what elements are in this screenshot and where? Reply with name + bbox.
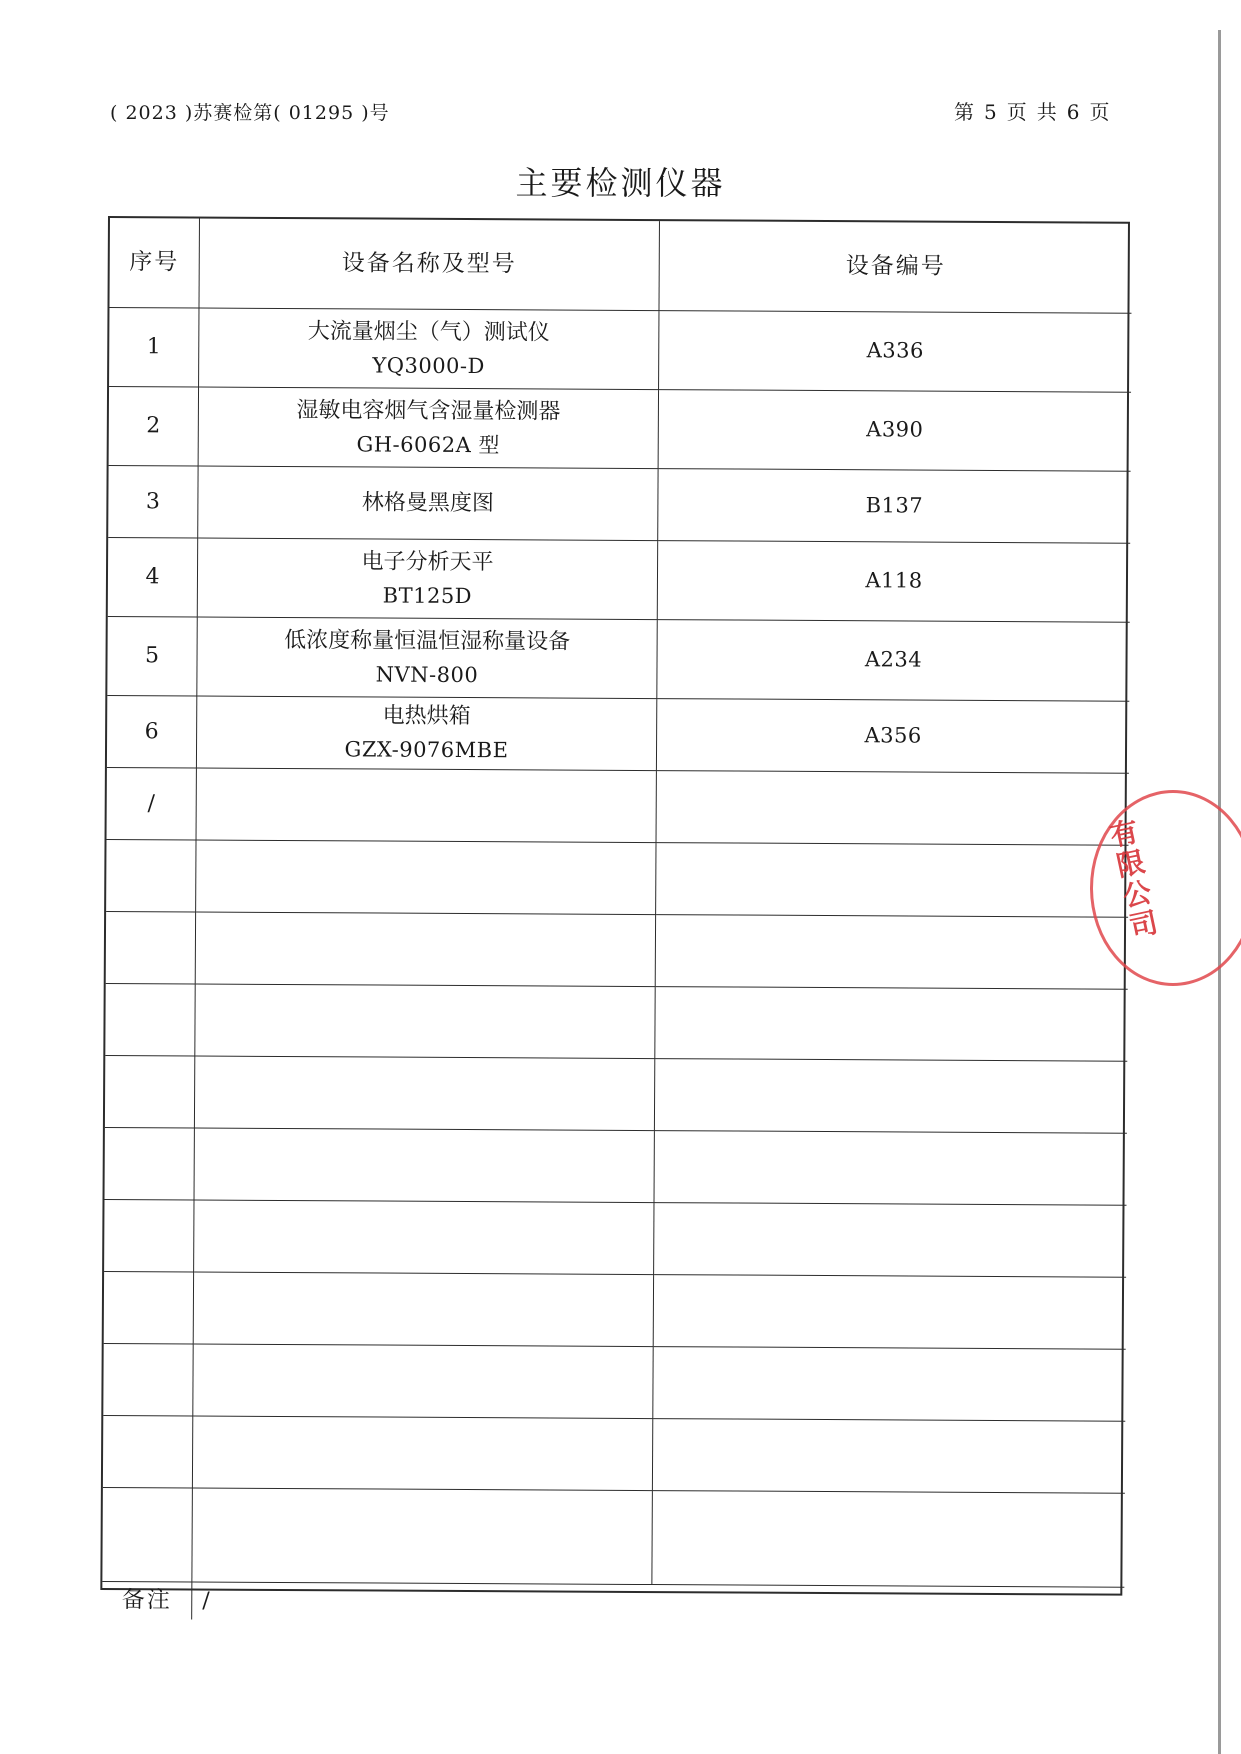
header-name: 设备名称及型号: [199, 219, 659, 312]
empty-cell: [194, 1272, 654, 1347]
empty-cell: [192, 1488, 653, 1585]
empty-cell: [194, 1200, 654, 1275]
empty-cell: [104, 1272, 194, 1345]
empty-cell: [653, 1419, 1125, 1494]
row-5-name: 低浓度称量恒温恒湿称量设备: [284, 627, 571, 655]
row-1-no: 1: [109, 308, 199, 388]
row-1-equipment: [199, 309, 659, 391]
note-label: 备注: [102, 1582, 192, 1619]
row-5-no: 5: [107, 617, 197, 697]
row-3-no: 3: [108, 466, 198, 539]
header-code: 设备编号: [659, 221, 1131, 314]
row-6-equipment: [197, 697, 657, 772]
row-4-code: A118: [658, 541, 1130, 623]
row-6-code: A356: [657, 699, 1129, 774]
empty-cell: [196, 913, 656, 988]
row-5-equipment: [197, 618, 657, 700]
empty-cell: [105, 1128, 195, 1201]
note-value: /: [202, 1588, 210, 1614]
row-7-code: [657, 771, 1129, 846]
row-4-name: 电子分析天平: [361, 549, 494, 575]
empty-cell: [106, 840, 196, 913]
empty-cell: [103, 1344, 193, 1417]
empty-cell: [193, 1416, 653, 1491]
row-2-code: A390: [659, 390, 1131, 472]
empty-cell: [105, 984, 195, 1057]
page-label-3: 共: [1036, 100, 1059, 124]
row-5-code: A234: [657, 620, 1129, 702]
empty-cell: [655, 1059, 1127, 1134]
row-2-no: 2: [109, 387, 199, 467]
row-3-equipment: [198, 467, 658, 542]
page-total: 6: [1066, 100, 1082, 124]
empty-cell: [654, 1203, 1126, 1278]
row-4-equipment: [198, 539, 658, 621]
empty-cell: [195, 1128, 655, 1203]
empty-cell: [106, 912, 196, 985]
row-2-model: GH-6062A 型: [356, 432, 501, 457]
empty-cell: [193, 1344, 653, 1419]
page-indicator: [950, 96, 1115, 125]
empty-cell: [654, 1275, 1126, 1350]
row-3-name: 林格曼黑度图: [361, 490, 494, 517]
row-1-name: 大流量烟尘（气）测试仪: [307, 318, 550, 346]
empty-cell: [656, 915, 1128, 990]
page-label-4: 页: [1089, 100, 1112, 124]
instrument-table: [100, 216, 1130, 1614]
page-label-2: 页: [1006, 100, 1029, 124]
row-6-no: 6: [107, 696, 197, 769]
empty-cell: [102, 1488, 193, 1583]
empty-cell: [103, 1416, 193, 1489]
row-2-equipment: [199, 388, 659, 470]
row-4-model: BT125D: [382, 583, 473, 608]
empty-cell: [652, 1491, 1125, 1588]
empty-cell: [195, 985, 655, 1060]
empty-cell: [104, 1200, 194, 1273]
row-7-no: /: [107, 768, 197, 841]
empty-cell: [196, 841, 656, 916]
report-number: ( 2023 )苏赛检第( 01295 )号: [110, 102, 390, 124]
row-5-model: NVN-800: [375, 662, 479, 687]
row-7-name: [197, 769, 657, 844]
page-title: 主要检测仪器: [515, 164, 726, 202]
row-4-no: 4: [108, 538, 198, 618]
row-3-code: B137: [658, 469, 1130, 544]
row-1-code: A336: [659, 311, 1131, 393]
row-6-name: 电热烘箱: [382, 703, 471, 730]
empty-cell: [654, 1131, 1126, 1206]
row-1-model: YQ3000-D: [372, 353, 485, 378]
empty-cell: [105, 1056, 195, 1129]
empty-cell: [655, 987, 1127, 1062]
header-no: 序号: [109, 218, 200, 309]
empty-cell: [656, 843, 1128, 918]
page-label-1: 第: [954, 100, 976, 124]
page-current: 5: [984, 100, 999, 124]
empty-cell: [195, 1057, 655, 1132]
row-6-model: GZX-9076MBE: [344, 737, 509, 763]
row-2-name: 湿敏电容烟气含湿量检测器: [296, 397, 561, 425]
empty-cell: [653, 1347, 1125, 1422]
seal-text: 有限公司: [1103, 815, 1162, 944]
